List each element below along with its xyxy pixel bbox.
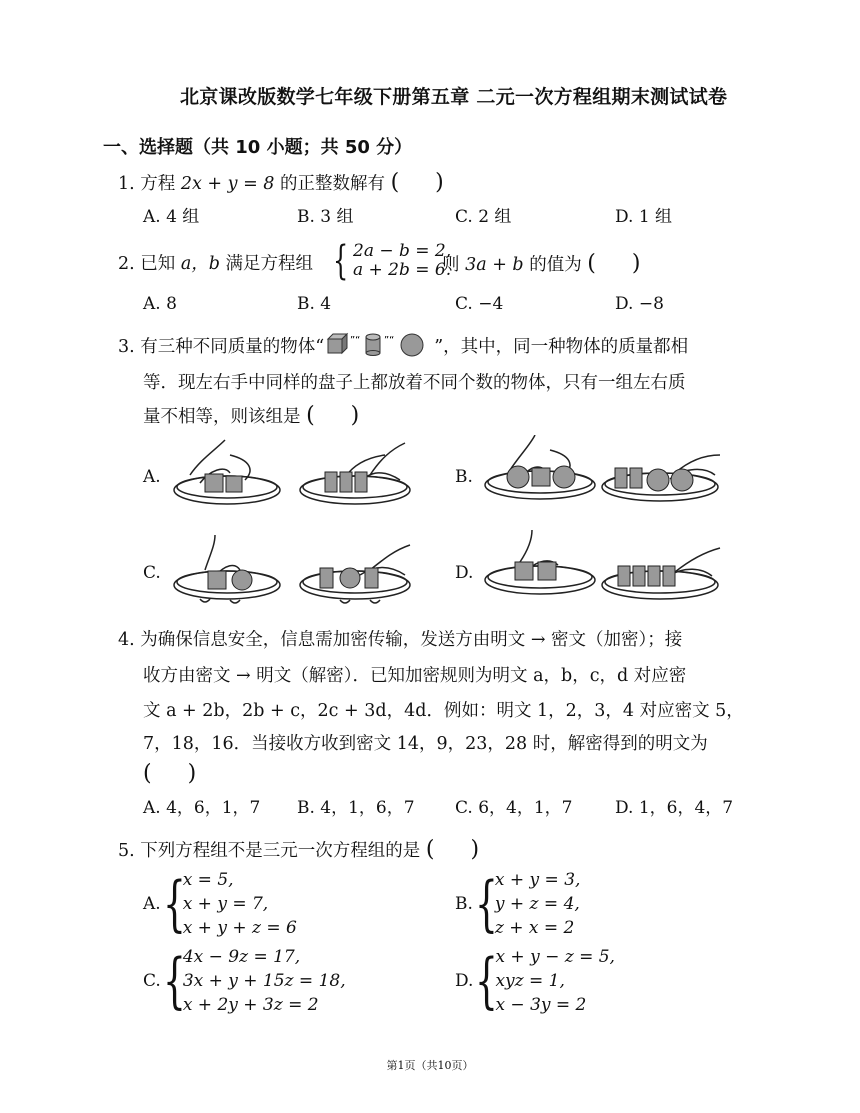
q5-option-a-label: A. xyxy=(143,894,161,914)
answer-paren-close: ) xyxy=(187,761,197,786)
q5-a-equation-1: x = 5, xyxy=(182,870,234,890)
q2-option-b[interactable]: B. 4 xyxy=(297,294,332,314)
q5-option-b-label: B. xyxy=(455,894,473,914)
q5-b-equation-2: y + z = 4, xyxy=(494,894,580,914)
q5-a-equation-2: x + y = 7, xyxy=(182,894,269,914)
q1-stem-post: 的正整数解有 xyxy=(274,174,385,194)
q1-equation: 2x + y = 8 xyxy=(180,174,275,194)
q5-c-equation-2: 3x + y + 15z = 18, xyxy=(182,971,346,991)
q4-answer-paren xyxy=(143,762,196,787)
q1-stem-pre: 1. 方程 xyxy=(118,174,181,194)
q5-stem-text: 5. 下列方程组不是三元一次方程组的是 xyxy=(118,841,421,861)
q5-option-d-label: D. xyxy=(455,971,474,991)
q5-a-equation-3: x + y + z = 6 xyxy=(182,918,297,938)
question-1-stem xyxy=(118,171,444,196)
q3-option-d-label[interactable]: D. xyxy=(455,563,474,583)
q3-option-a-figure xyxy=(170,435,420,515)
question-4-line-4: 7，18，16．当接收方收到密文 14，9，23，28 时，解密得到的明文为 xyxy=(143,734,708,754)
answer-paren-open: ( xyxy=(587,251,596,276)
q1-option-c[interactable]: C. 2 组 xyxy=(455,207,512,227)
q3-option-a-label[interactable]: A. xyxy=(143,467,161,487)
q2-expression: 3a + b xyxy=(465,255,524,275)
q2-equation-2: a + 2b = 6. xyxy=(353,260,452,280)
sphere-icon xyxy=(401,334,423,356)
q3-line1-pre: 3. 有三种不同质量的物体“ xyxy=(118,337,325,357)
q2-option-c[interactable]: C. −4 xyxy=(455,294,504,314)
q3-option-c-label[interactable]: C. xyxy=(143,563,161,583)
q5-option-a[interactable] xyxy=(143,868,297,940)
brace-symbol: { xyxy=(474,869,498,939)
q2-stem-pre: 2. 已知 xyxy=(118,254,181,274)
q4-option-a[interactable]: A. 4，6，1，7 xyxy=(143,798,261,818)
svg-text:”“: ”“ xyxy=(384,335,395,346)
q5-option-d[interactable] xyxy=(455,945,615,1017)
brace-symbol: { xyxy=(162,946,186,1016)
q5-d-equation-3: x − 3y = 2 xyxy=(495,995,587,1015)
q3-option-b-label[interactable]: B. xyxy=(455,467,473,487)
q2-vars: a，b xyxy=(180,254,220,274)
question-4-line-3: 文 a + 2b，2b + c，2c + 3d，4d．例如：明文 1，2，3，4 对应密文 5， xyxy=(143,701,744,721)
answer-paren-close: ) xyxy=(435,170,444,195)
q4-option-b[interactable]: B. 4，1，6，7 xyxy=(297,798,415,818)
answer-paren-close: ) xyxy=(470,837,480,862)
answer-paren-open: ( xyxy=(425,837,435,862)
q4-option-d[interactable]: D. 1，6，4，7 xyxy=(615,798,734,818)
q5-b-equation-3: z + x = 2 xyxy=(494,918,575,938)
answer-paren-close: ) xyxy=(631,251,641,276)
q3-option-c-figure xyxy=(170,530,420,615)
q1-option-d[interactable]: D. 1 组 xyxy=(615,207,673,227)
page-title: 北京课改版数学七年级下册第五章 二元一次方程组期末测试试卷 xyxy=(180,86,728,108)
brace-symbol: { xyxy=(475,946,499,1016)
q2-option-d[interactable]: D. −8 xyxy=(615,294,664,314)
q5-option-c[interactable] xyxy=(143,945,346,1017)
question-3-line-1 xyxy=(118,331,688,364)
cylinder-icon xyxy=(366,334,380,356)
q5-c-equation-3: x + 2y + 3z = 2 xyxy=(182,995,319,1015)
q2-stem-post2: 的值为 xyxy=(523,255,582,275)
q5-d-equation-2: xyz = 1, xyxy=(495,971,565,991)
q3-line1-post: ”，其中，同一种物体的质量都相 xyxy=(434,337,689,357)
question-3-line-2: 等．现左右手中同样的盘子上都放着不同个数的物体，只有一组左右质 xyxy=(143,373,686,393)
q2-stem-mid: 满足方程组 xyxy=(219,254,314,274)
brace-symbol: { xyxy=(162,869,186,939)
answer-paren-close: ) xyxy=(350,403,360,428)
svg-text:”“: ”“ xyxy=(350,335,361,346)
section-heading: 一、选择题（共 10 小题；共 50 分） xyxy=(103,137,413,158)
answer-paren-open: ( xyxy=(390,170,400,195)
question-4-line-2: 收方由密文 → 明文（解密）．已知加密规则为明文 a，b，c，d 对应密 xyxy=(143,666,687,686)
q5-d-equation-1: x + y − z = 5, xyxy=(495,947,615,967)
q5-option-b[interactable] xyxy=(455,868,580,940)
q1-option-b[interactable]: B. 3 组 xyxy=(297,207,354,227)
q5-option-c-label: C. xyxy=(143,971,161,991)
answer-paren-open: ( xyxy=(143,761,152,786)
q2-equation-system xyxy=(333,238,452,284)
q2-option-a[interactable]: A. 8 xyxy=(143,294,177,314)
question-3-line-3 xyxy=(143,404,359,429)
q3-objects-figure xyxy=(324,331,434,364)
question-2-stem-b xyxy=(442,252,640,277)
answer-paren-open: ( xyxy=(306,403,315,428)
q3-option-d-figure xyxy=(480,530,730,615)
q3-option-b-figure xyxy=(480,435,730,515)
question-2-stem-a xyxy=(118,252,313,276)
cube-icon xyxy=(328,334,347,353)
q2-equation-1: 2a − b = 2, xyxy=(353,241,452,261)
q4-option-c[interactable]: C. 6，4，1，7 xyxy=(455,798,573,818)
page-footer: 第1页（共10页） xyxy=(386,1059,474,1072)
q1-option-a[interactable]: A. 4 组 xyxy=(143,207,200,227)
question-4-line-1: 4. 为确保信息安全，信息需加密传输，发送方由明文 → 密文（加密）；接 xyxy=(118,630,683,650)
q5-b-equation-1: x + y = 3, xyxy=(494,870,581,890)
q5-c-equation-1: 4x − 9z = 17, xyxy=(182,947,301,967)
question-5-stem xyxy=(118,838,479,863)
q2-stem-post1: 则 xyxy=(442,255,466,275)
brace-symbol: { xyxy=(333,238,349,284)
q3-line3-text: 量不相等，则该组是 xyxy=(143,407,301,427)
